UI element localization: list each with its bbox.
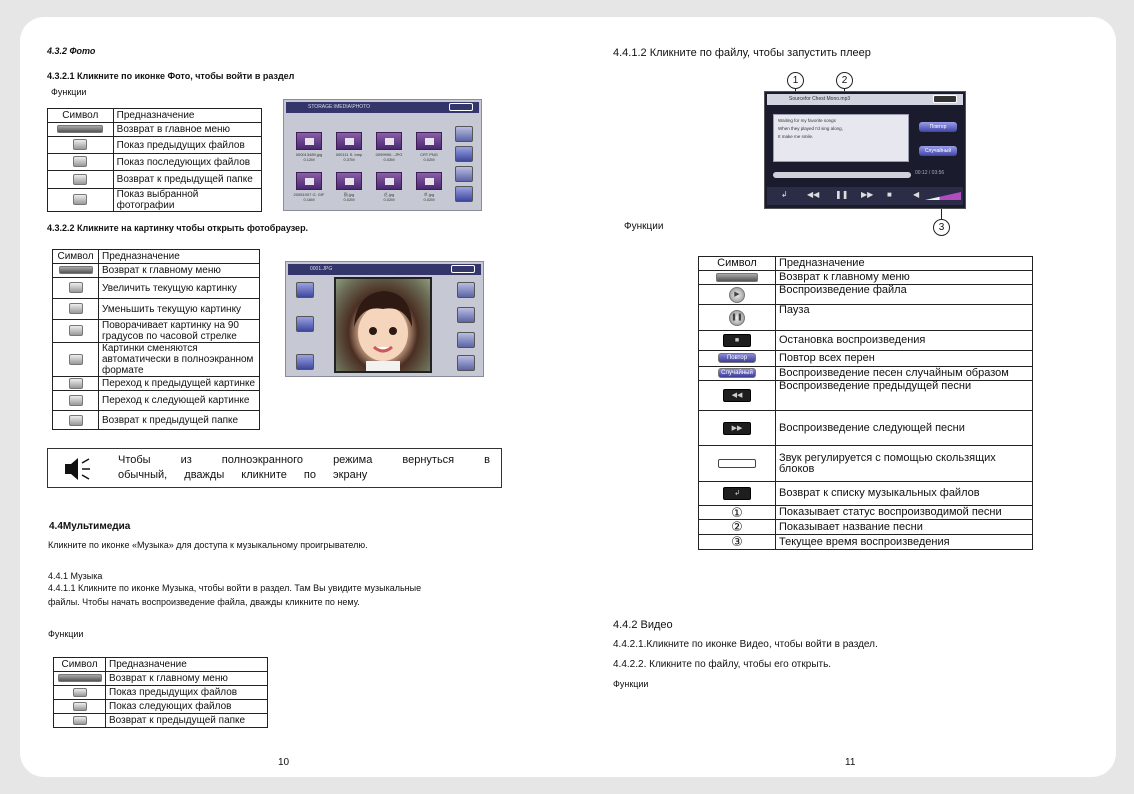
table-row <box>699 305 1033 331</box>
shuffle-button: Случайный <box>919 146 957 156</box>
table-row <box>699 331 1033 351</box>
progress-bar <box>773 172 911 178</box>
browser-titlebar: STORAGE:\MEDIA\PHOTO <box>286 102 479 113</box>
purpose-cell: Увеличить текущую картинку <box>99 278 260 299</box>
file-name: 20051007 G. GIF <box>293 192 325 197</box>
table-row <box>699 520 1033 535</box>
volume-slider-icon <box>718 459 756 468</box>
speaker-icon: ◀ <box>913 190 920 199</box>
zoom-out-icon <box>457 307 475 323</box>
file-size: 0.02M <box>423 197 435 202</box>
file-name: CRT PNG <box>420 152 438 157</box>
file-thumbnail <box>336 172 362 190</box>
file-size: 0.02M <box>423 157 435 162</box>
purpose-cell: Возврат к главному меню <box>99 264 260 278</box>
stop-icon: ■ <box>887 190 892 199</box>
functions-label: Функции <box>51 87 87 97</box>
column-header-purpose: Предназначение <box>113 109 261 123</box>
column-header-purpose: Предназначение <box>776 257 1033 271</box>
table-row <box>53 320 260 343</box>
prev-picture-icon <box>296 316 314 332</box>
file-size: 0.03M <box>383 157 395 162</box>
zoom-in-icon <box>457 282 475 298</box>
back-to-list-icon: ↲ <box>723 487 751 500</box>
lyrics-panel <box>773 114 909 162</box>
back-arrow-icon <box>59 266 93 274</box>
step-heading: 4.3.2.2 Кликните на картинку чтобы открыть фотобраузер. <box>47 223 309 233</box>
subsection-music: 4.4.1 Музыка <box>48 571 103 581</box>
back-arrow-icon <box>449 103 473 111</box>
table-row <box>699 381 1033 411</box>
child-photo-drawing <box>336 279 430 371</box>
table-row <box>48 189 262 212</box>
table-row <box>53 278 260 299</box>
page-number-left: 10 <box>278 757 290 768</box>
purpose-cell: Показ последующих файлов <box>113 154 261 171</box>
lyrics-line: It make me smile. <box>778 134 814 139</box>
purpose-cell: Возврат к главному меню <box>776 271 1033 285</box>
photo-functions-table <box>47 108 262 212</box>
rotate-icon <box>69 325 83 336</box>
circled-3: ③ <box>699 535 776 550</box>
table-row <box>53 411 260 430</box>
fullscreen-note <box>47 448 502 488</box>
parent-folder-icon <box>457 355 475 371</box>
lyrics-line: Waiting for my favorite songs <box>778 118 836 123</box>
circled-1: ① <box>699 506 776 520</box>
selected-photo-icon <box>455 186 473 202</box>
functions-label: Функции <box>48 629 84 639</box>
music-instruction-line2: файлы. Чтобы начать воспроизведение файла, дважды кликните по нему. <box>48 597 360 607</box>
purpose-cell: Остановка воспроизведения <box>776 331 1033 351</box>
table-row <box>53 391 260 411</box>
control-bar <box>767 187 963 205</box>
purpose-cell: Показ предыдущих файлов <box>106 686 268 700</box>
table-row <box>48 154 262 171</box>
table-row <box>54 714 268 728</box>
table-row <box>699 506 1033 520</box>
callout-3: 3 <box>933 219 950 236</box>
table-row <box>699 351 1033 367</box>
back-arrow-icon <box>57 125 103 133</box>
column-header-symbol: Символ <box>48 109 114 123</box>
parent-folder-icon <box>455 166 473 182</box>
shuffle-icon: Случайный <box>718 368 756 378</box>
file-size: 0.37M <box>343 157 355 162</box>
player-functions-table <box>698 256 1033 550</box>
selected-photo-icon <box>73 194 87 205</box>
table-row <box>48 171 262 189</box>
callout-2: 2 <box>836 72 853 89</box>
table-row <box>699 446 1033 482</box>
table-row <box>54 672 268 686</box>
table-header-row <box>48 109 262 123</box>
viewer-functions-table <box>52 249 260 430</box>
speaker-icon <box>63 455 93 483</box>
back-arrow-icon <box>933 95 957 103</box>
file-name: 000111 S. bmp <box>335 152 363 157</box>
page-down-icon <box>455 146 473 162</box>
file-thumbnail <box>376 172 402 190</box>
fullscreen-icon <box>296 282 314 298</box>
file-thumbnail <box>416 132 442 150</box>
file-thumbnail <box>296 172 322 190</box>
purpose-cell: Показ выбранной фотографии <box>113 189 261 212</box>
table-header-row <box>53 250 260 264</box>
section-heading-multimedia: 4.4Мультимедиа <box>49 521 131 532</box>
fullscreen-icon <box>69 354 83 365</box>
purpose-cell: Уменьшить текущую картинку <box>99 299 260 320</box>
table-row <box>699 285 1033 305</box>
purpose-cell: Возврат в главное меню <box>113 123 261 137</box>
file-name: 0099990...JPG <box>375 152 403 157</box>
purpose-cell: Показ следующих файлов <box>106 700 268 714</box>
purpose-cell: Пауза <box>776 305 1033 331</box>
back-arrow-icon <box>58 674 102 682</box>
file-name: 草.jpg <box>423 192 435 197</box>
table-row <box>699 411 1033 446</box>
player-titlebar: Sourcefor Chest Mono.mp3 <box>767 94 963 105</box>
purpose-cell: Показывает название песни <box>776 520 1033 535</box>
subsection-video: 4.4.2 Видео <box>613 619 673 631</box>
pause-icon: ❚❚ <box>835 190 849 199</box>
circled-2: ② <box>699 520 776 535</box>
file-thumbnail <box>376 132 402 150</box>
purpose-cell: Возврат к списку музыкальных файлов <box>776 482 1033 506</box>
next-picture-icon <box>296 354 314 370</box>
zoom-out-icon <box>69 303 83 314</box>
purpose-cell: Возврат к главному меню <box>106 672 268 686</box>
rotate-icon <box>457 332 475 348</box>
music-list-table <box>53 657 268 728</box>
parent-folder-icon <box>69 415 83 426</box>
table-row <box>54 700 268 714</box>
lyrics-line: When they played I'd sing along, <box>778 126 843 131</box>
parent-folder-icon <box>73 174 87 185</box>
purpose-cell: Воспроизведение песен случайным образом <box>776 367 1033 381</box>
table-row <box>54 686 268 700</box>
video-step-1: 4.4.2.1.Кликните по иконке Видео, чтобы войти в раздел. <box>613 639 878 650</box>
callout-1: 1 <box>787 72 804 89</box>
purpose-cell: Показывает статус воспроизводимой песни <box>776 506 1033 520</box>
viewer-titlebar: 0001.JPG <box>288 264 481 275</box>
file-thumbnail <box>416 172 442 190</box>
section-heading-photo: 4.3.2 Фото <box>47 46 96 56</box>
table-row <box>699 482 1033 506</box>
purpose-cell: Звук регулируется с помощью скользящих блоков <box>776 446 1033 482</box>
purpose-cell: Воспроизведение предыдущей песни <box>776 381 1033 411</box>
repeat-all-icon: Повтор <box>718 353 756 363</box>
volume-slider-icon <box>925 192 961 200</box>
file-name: 花.jpg <box>383 192 395 197</box>
music-instruction-line1: 4.4.1.1 Кликните по иконке Музыка, чтобы войти в раздел. Там Вы увидите музыкальные <box>48 583 422 593</box>
next-picture-icon <box>69 395 83 406</box>
child-photo <box>334 277 432 373</box>
time-display: 00:12 / 03:56 <box>915 170 945 176</box>
table-row <box>699 535 1033 550</box>
page-up-icon <box>455 126 473 142</box>
back-arrow-icon <box>716 273 758 282</box>
purpose-cell: Возврат к предыдущей папке <box>106 714 268 728</box>
purpose-cell: Показ предыдущих файлов <box>113 137 261 154</box>
back-arrow-icon <box>451 265 475 273</box>
table-header-row <box>699 257 1033 271</box>
parent-folder-icon <box>73 716 87 725</box>
music-player-screenshot <box>764 91 966 209</box>
prev-picture-icon <box>69 378 83 389</box>
file-size: 0.16M <box>303 197 315 202</box>
step-heading: 4.3.2.1 Кликните по иконке Фото, чтобы войти в раздел <box>47 71 295 81</box>
next-track-icon: ▶▶ <box>723 422 751 435</box>
table-row <box>53 343 260 377</box>
page-down-icon <box>73 702 87 711</box>
table-row <box>53 377 260 391</box>
column-header-purpose: Предназначение <box>106 658 268 672</box>
column-header-symbol: Символ <box>54 658 106 672</box>
table-row <box>53 264 260 278</box>
purpose-cell: Картинки сменяются автоматически в полноэкранном формате <box>99 343 260 377</box>
purpose-cell: Воспроизведение файла <box>776 285 1033 305</box>
purpose-cell: Повтор всех перен <box>776 351 1033 367</box>
file-name: 猫.jpg <box>343 192 355 197</box>
purpose-cell: Переход к предыдущей картинке <box>99 377 260 391</box>
purpose-cell: Возврат к предыдущей папке <box>99 411 260 430</box>
table-row <box>699 271 1033 285</box>
previous-track-icon: ◀◀ <box>807 190 820 199</box>
file-thumbnail <box>296 132 322 150</box>
functions-label: Функции <box>613 679 649 689</box>
column-header-purpose: Предназначение <box>99 250 260 264</box>
page-down-icon <box>73 156 87 167</box>
next-track-icon: ▶▶ <box>861 190 874 199</box>
play-icon: ▶ <box>729 287 745 303</box>
file-size: 0.02M <box>343 197 355 202</box>
photo-viewer-screenshot <box>285 261 484 377</box>
back-to-list-icon: ↲ <box>781 190 788 199</box>
multimedia-intro: Кликните по иконке «Музыка» для доступа к музыкальному проигрывателю. <box>48 540 368 550</box>
photo-browser-screenshot <box>283 99 482 211</box>
table-row <box>699 367 1033 381</box>
page-up-icon <box>73 139 87 150</box>
functions-label: Функции <box>624 221 664 232</box>
purpose-cell: Переход к следующей картинке <box>99 391 260 411</box>
stop-icon: ■ <box>723 334 751 347</box>
column-header-symbol: Символ <box>53 250 99 264</box>
zoom-in-icon <box>69 282 83 293</box>
file-thumbnail <box>336 132 362 150</box>
table-row <box>48 137 262 154</box>
pause-icon: ❚❚ <box>729 310 745 326</box>
purpose-cell: Поворачивает картинку на 90 градусов по часовой стрелке <box>99 320 260 343</box>
file-name: 000013489.jpg <box>295 152 323 157</box>
page-number-right: 11 <box>845 757 856 768</box>
table-header-row <box>54 658 268 672</box>
column-header-symbol: Символ <box>699 257 776 271</box>
table-row <box>48 123 262 137</box>
file-size: 0.12M <box>303 157 315 162</box>
purpose-cell: Текущее время воспроизведения <box>776 535 1033 550</box>
previous-track-icon: ◀◀ <box>723 389 751 402</box>
note-text: Чтобы из полноэкранного режима вернуться в обычный, дважды кликните по экрану <box>118 454 490 481</box>
purpose-cell: Воспроизведение следующей песни <box>776 411 1033 446</box>
repeat-button: Повтор <box>919 122 957 132</box>
player-step-heading: 4.4.1.2 Кликните по файлу, чтобы запустить плеер <box>613 47 871 59</box>
page-up-icon <box>73 688 87 697</box>
table-row <box>53 299 260 320</box>
purpose-cell: Возврат к предыдущей папке <box>113 171 261 189</box>
video-step-2: 4.4.2.2. Кликните по файлу, чтобы его открыть. <box>613 659 832 670</box>
file-size: 0.02M <box>383 197 395 202</box>
